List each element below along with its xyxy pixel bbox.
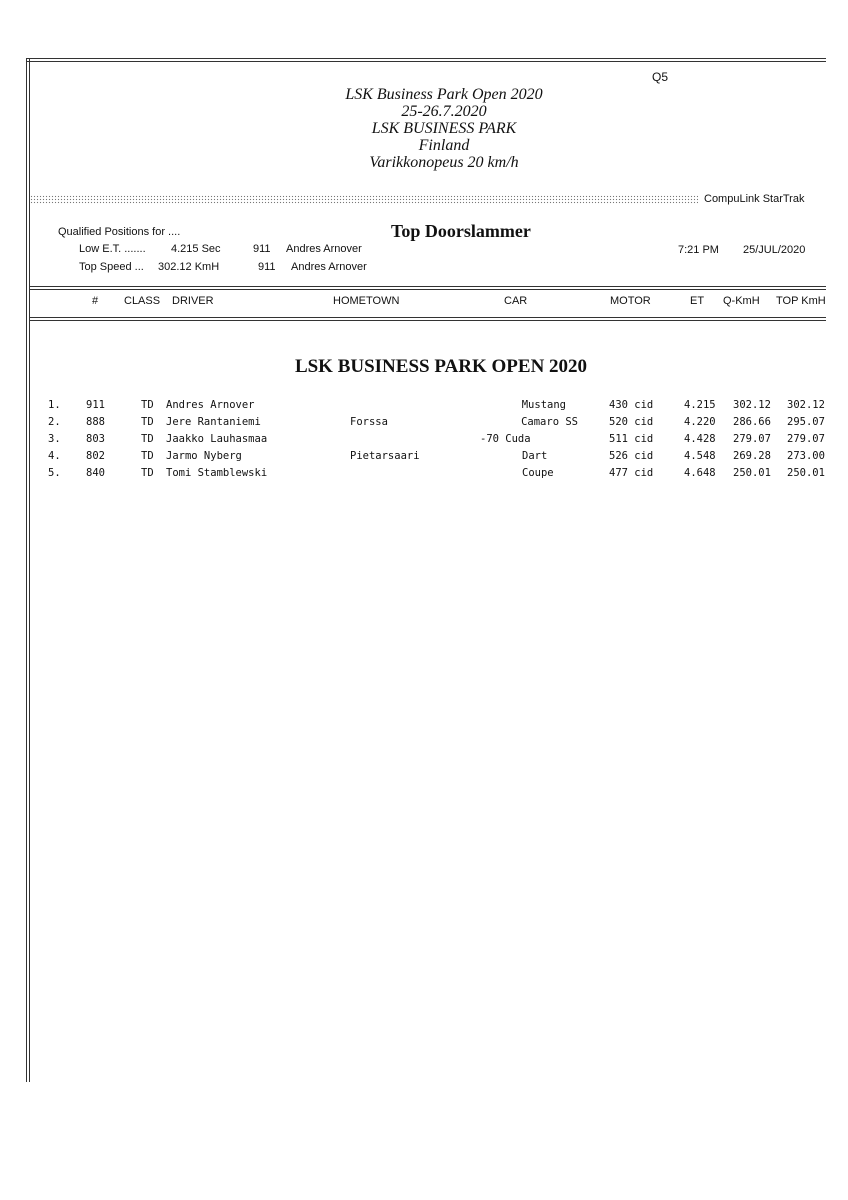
qualified-label: Qualified Positions for .... [58,226,181,238]
row-driver: Tomi Stamblewski [166,467,268,479]
row-car: Camaro SS [521,416,578,428]
col-driver: DRIVER [172,295,214,307]
event-title: LSK BUSINESS PARK OPEN 2020 [294,356,588,377]
row-et: 4.648 [684,467,716,479]
col-num: # [92,295,99,307]
row-et: 4.548 [684,450,716,462]
row-top-kmh: 295.07 [787,416,825,428]
row-motor: 477 cid [609,467,654,479]
report-time: 7:21 PM [678,244,719,256]
event-name: LSK Business Park Open 2020 [345,86,543,103]
row-car: -70 Cuda [480,433,531,445]
row-top-kmh: 250.01 [787,467,825,479]
row-car: Coupe [522,467,554,479]
row-car-number: 840 [86,467,105,479]
row-car: Mustang [521,399,566,411]
col-hometown: HOMETOWN [333,295,400,307]
top-speed-car: 911 [258,261,276,273]
row-driver: Jarmo Nyberg [166,450,242,462]
report-code: Q5 [652,70,669,84]
table-row [0,450,848,467]
low-et-car: 911 [253,243,271,255]
row-et: 4.215 [684,399,716,411]
row-qkmh: 269.28 [733,450,771,462]
dotted-separator [30,195,698,204]
row-class: TD [141,416,154,428]
row-car-number: 803 [86,433,105,445]
row-driver: Jere Rantaniemi [166,416,261,428]
row-car: Dart [522,450,548,462]
header-rule-top-2 [30,289,826,290]
pit-speed-note: Varikkonopeus 20 km/h [369,154,519,171]
venue-name: LSK BUSINESS PARK [371,120,517,137]
col-qkmh: Q-KmH [723,295,760,307]
col-top-kmh: TOP KmH [776,295,826,307]
row-top-kmh: 279.07 [787,433,825,445]
row-qkmh: 279.07 [733,433,771,445]
row-driver: Andres Arnover [166,399,255,411]
page-border-left [26,58,27,1082]
header-rule-bottom-2 [30,320,826,321]
software-brand: CompuLink StarTrak [704,193,805,205]
row-position: 3. [48,433,61,445]
row-motor: 520 cid [609,416,654,428]
country: Finland [418,137,470,154]
row-qkmh: 250.01 [733,467,771,479]
row-class: TD [141,467,154,479]
col-class: CLASS [124,295,161,307]
col-motor: MOTOR [610,295,651,307]
class-title: Top Doorslammer [391,221,531,241]
event-dates: 25-26.7.2020 [401,103,487,120]
low-et-driver: Andres Arnover [286,243,362,255]
page-border-top [26,58,826,59]
header-rule-top [30,286,826,287]
page-border-left-inner [29,58,30,1082]
row-class: TD [141,450,154,462]
row-driver: Jaakko Lauhasmaa [166,433,268,445]
row-motor: 526 cid [609,450,654,462]
table-row [0,467,848,484]
top-speed-label: Top Speed ... [79,261,144,273]
row-position: 4. [48,450,61,462]
row-qkmh: 302.12 [733,399,771,411]
row-hometown: Forssa [350,416,388,428]
row-car-number: 888 [86,416,105,428]
row-class: TD [141,433,154,445]
page-border-top-inner [26,61,826,62]
col-et: ET [690,295,705,307]
header-rule-bottom [30,317,826,318]
table-row [0,399,848,416]
top-speed-value: 302.12 KmH [158,261,220,273]
low-et-label: Low E.T. ....... [79,243,146,255]
table-row [0,416,848,433]
row-car-number: 802 [86,450,105,462]
row-hometown: Pietarsaari [350,450,420,462]
row-et: 4.428 [684,433,716,445]
report-date: 25/JUL/2020 [743,244,806,256]
row-position: 1. [48,399,61,411]
row-et: 4.220 [684,416,716,428]
row-qkmh: 286.66 [733,416,771,428]
col-car: CAR [504,295,528,307]
top-speed-driver: Andres Arnover [291,261,367,273]
row-motor: 511 cid [609,433,654,445]
row-position: 5. [48,467,61,479]
row-motor: 430 cid [609,399,654,411]
row-class: TD [141,399,154,411]
row-top-kmh: 302.12 [787,399,825,411]
row-top-kmh: 273.00 [787,450,825,462]
table-row [0,433,848,450]
low-et-value: 4.215 Sec [171,243,221,255]
row-car-number: 911 [86,399,105,411]
row-position: 2. [48,416,61,428]
